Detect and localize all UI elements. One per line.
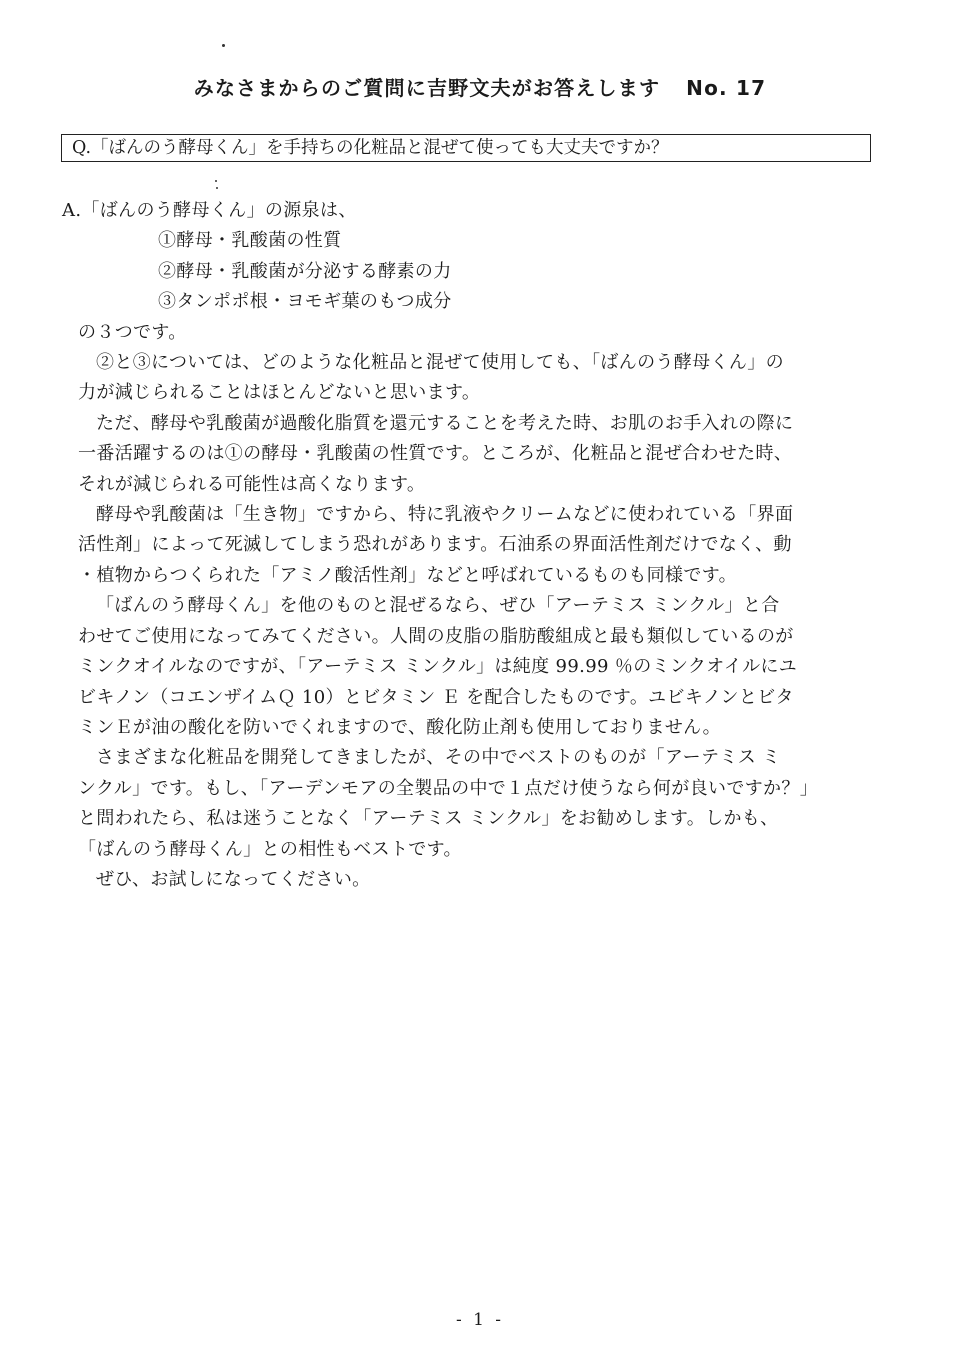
page-number: - 1 - — [455, 1310, 505, 1330]
paragraph — [62, 591, 882, 743]
paragraph-line: 一番活躍するのは①の酵母・乳酸菌の性質です。ところが、化粧品と混ぜ合わせた時、 — [78, 443, 793, 465]
paragraph-line: ミンＥが油の酸化を防いでくれますので、酸化防止剤も使用しておりません。 — [78, 716, 721, 738]
answer-list-item: ②酵母・乳酸菌が分泌する酵素の力 — [158, 260, 452, 282]
paragraph-line: 「ばんのう酵母くん」との相性もベストです。 — [78, 838, 462, 860]
paragraph-line: ミンクオイルなのですが、「アーテミス ミンクル」は純度 99.99 ％のミンクオイルにユ — [78, 656, 798, 678]
question-box — [61, 134, 871, 162]
paragraph-line: ぜひ、お試しになってください。 — [96, 868, 371, 890]
title-text: みなさまからのご質問に吉野文夫がお答えします — [193, 76, 661, 100]
paragraph-line: ②と③については、どのような化粧品と混ぜて使用しても、「ばんのう酵母くん」の — [96, 352, 784, 374]
paragraph-line: 酵母や乳酸菌は「生き物」ですから、特に乳液やクリームなどに使われている「界面 — [96, 504, 794, 526]
paragraph-line: それが減じられる可能性は高くなります。 — [78, 473, 426, 495]
answer-body — [62, 196, 882, 895]
scan-speck — [222, 44, 225, 47]
paragraph-line: と問われたら、私は迷うことなく「アーテミス ミンクル」をお勧めします。しかも、 — [78, 808, 779, 830]
paragraph — [62, 500, 882, 591]
paragraph — [62, 409, 882, 500]
paragraph-line: 活性剤」によって死滅してしまう恐れがあります。石油系の界面活性剤だけでなく、動 — [78, 534, 792, 556]
answer-list-end: の３つです。 — [78, 321, 187, 343]
answer-list-item: ①酵母・乳酸菌の性質 — [158, 230, 342, 252]
question-text: Q.「ばんのう酵母くん」を手持ちの化粧品と混ぜて使っても大丈夫ですか？ — [72, 138, 669, 158]
paragraph-line: ただ、酵母や乳酸菌が過酸化脂質を還元することを考えた時、お肌のお手入れの際に — [96, 412, 794, 434]
issue-number: No. 17 — [686, 76, 767, 100]
paragraph — [62, 865, 882, 895]
paragraph-line: 力が減じられることはほとんどないと思います。 — [78, 382, 481, 404]
answer-intro: A.「ばんのう酵母くん」の源泉は、 — [62, 200, 357, 221]
paragraph-line: 「ばんのう酵母くん」を他のものと混ぜるなら、ぜひ「アーテミス ミンクル」と合 — [96, 595, 780, 617]
scan-speck — [216, 187, 218, 189]
paragraph — [62, 743, 882, 865]
scan-speck — [215, 180, 217, 182]
paragraph-line: ビキノン（コエンザイムＱ 10）とビタミン Ｅ を配合したものです。ユビキノンとビタ — [78, 686, 794, 708]
paragraph — [62, 348, 882, 409]
paragraph-line: ンクル」です。もし、「アーデンモアの全製品の中で１点だけ使うなら何が良いですか？」 — [78, 777, 819, 799]
answer-list-item: ③タンポポ根・ヨモギ葉のもつ成分 — [158, 291, 452, 313]
paragraph-line: さまざまな化粧品を開発してきましたが、その中でベストのものが「アーテミス ミ — [96, 747, 781, 769]
paragraph-line: ・植物からつくられた「アミノ酸活性剤」などと呼ばれているものも同様です。 — [78, 564, 737, 586]
page-title — [0, 72, 960, 101]
paragraph-line: わせてご使用になってみてください。人間の皮脂の脂肪酸組成と最も類似しているのが — [78, 625, 794, 647]
